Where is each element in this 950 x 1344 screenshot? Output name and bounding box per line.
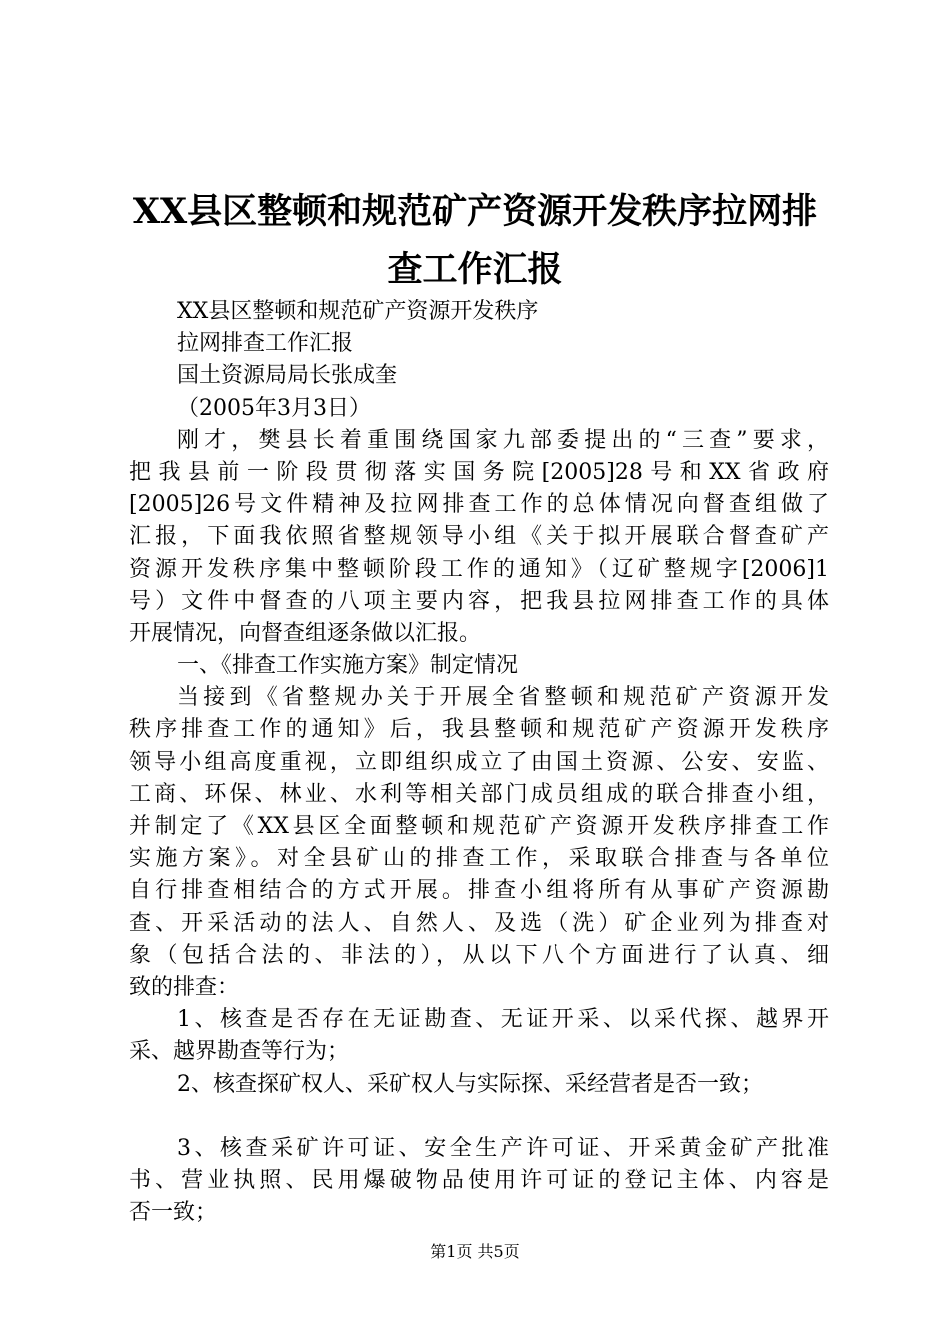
- subtitle-line: 拉网排查工作汇报: [177, 331, 354, 357]
- date-line: （2005年3月3日）: [177, 395, 371, 421]
- paragraph-line: 自行排查相结合的方式开展。排查小组将所有从事矿产资源勘: [129, 878, 829, 904]
- paragraph-line: 刚才，樊县长着重围绕国家九部委提出的“三查”要求，: [177, 427, 829, 453]
- paragraph-line: 把我县前一阶段贯彻落实国务院[2005]28号和XX省政府: [129, 459, 829, 485]
- paragraph-line: 查、开采活动的法人、自然人、及选（洗）矿企业列为排查对: [129, 910, 829, 936]
- paragraph-line: 工商、环保、林业、水利等相关部门成员组成的联合排查小组，: [129, 781, 829, 807]
- author-line: 国土资源局局长张成奎: [177, 363, 398, 389]
- blank-line: [129, 1101, 829, 1133]
- paragraph-line: 象（包括合法的、非法的），从以下八个方面进行了认真、细: [129, 942, 829, 968]
- page-number-footer: 第1页 共5页: [430, 1242, 520, 1261]
- document-title-line-2: 查工作汇报: [387, 249, 563, 290]
- paragraph-line: [2005]26号文件精神及拉网排查工作的总体情况向督查组做了: [129, 492, 829, 518]
- list-item-line: 否一致；: [129, 1200, 218, 1226]
- paragraph-line: 汇报，下面我依照省整规领导小组《关于拟开展联合督查矿产: [129, 524, 829, 550]
- paragraph-line: 开展情况，向督查组逐条做以汇报。: [129, 620, 482, 646]
- document-title-line-1: XX县区整顿和规范矿产资源开发秩序拉网排: [132, 191, 818, 232]
- paragraph-line: 领导小组高度重视，立即组织成立了由国土资源、公安、安监、: [129, 749, 829, 775]
- section-heading: 一、《排查工作实施方案》制定情况: [177, 653, 519, 679]
- paragraph-line: 实施方案》。对全县矿山的排查工作，采取联合排查与各单位: [129, 846, 829, 872]
- paragraph-line: 致的排查：: [129, 974, 240, 1000]
- paragraph-line: 秩序排查工作的通知》后，我县整顿和规范矿产资源开发秩序: [129, 717, 829, 743]
- subtitle-line: XX县区整顿和规范矿产资源开发秩序: [177, 299, 539, 324]
- list-item-line: 2、核查探矿权人、采矿权人与实际探、采经营者是否一致；: [177, 1071, 763, 1097]
- paragraph-line: 当接到《省整规办关于开展全省整顿和规范矿产资源开发: [177, 685, 829, 711]
- list-item-line: 书、营业执照、民用爆破物品使用许可证的登记主体、内容是: [129, 1168, 829, 1194]
- paragraph-line: 并制定了《XX县区全面整顿和规范矿产资源开发秩序排查工作: [129, 814, 829, 839]
- document-body: [129, 296, 829, 1229]
- paragraph-line: 资源开发秩序集中整顿阶段工作的通知》（辽矿整规字[2006]1: [129, 556, 829, 582]
- list-item-line: 1、核查是否存在无证勘查、无证开采、以采代探、越界开: [177, 1007, 829, 1033]
- list-item-line: 采、越界勘查等行为；: [129, 1039, 350, 1065]
- list-item-line: 3、核查采矿许可证、安全生产许可证、开采黄金矿产批准: [177, 1135, 829, 1161]
- paragraph-line: 号）文件中督查的八项主要内容，把我县拉网排查工作的具体: [129, 588, 829, 614]
